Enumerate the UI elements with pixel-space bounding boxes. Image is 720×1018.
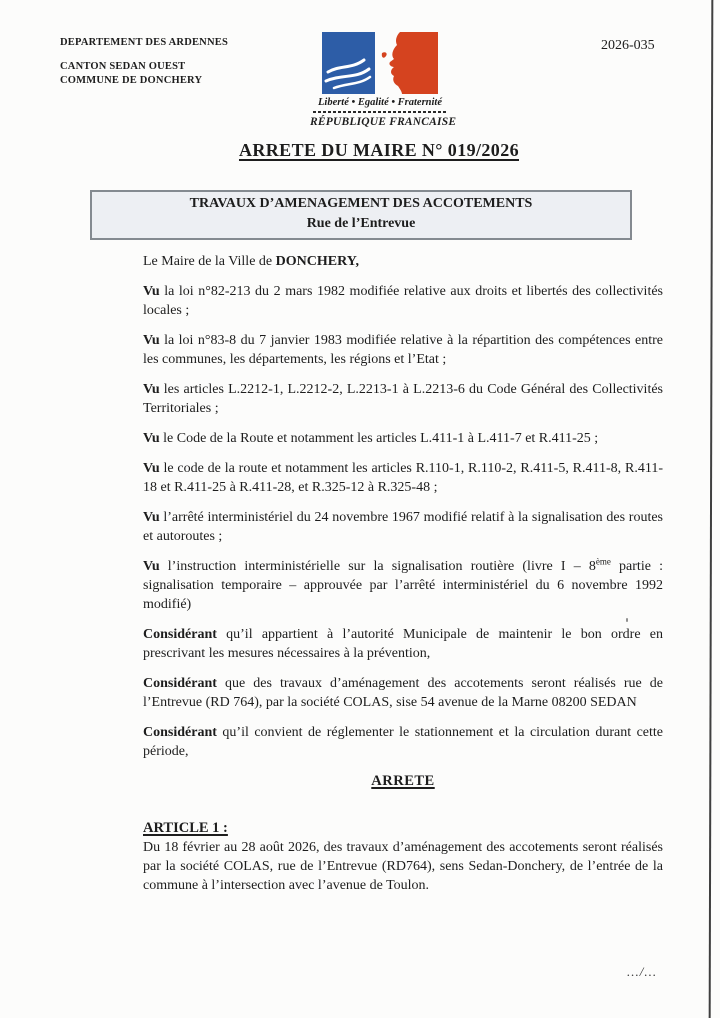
subject-box <box>90 190 632 240</box>
paragraph: Vu l’arrêté interministériel du 24 novembre 1967 modifié relatif à la signalisation des routes et autoroutes ; <box>143 510 663 544</box>
subject-line-1: TRAVAUX D’AMENAGEMENT DES ACCOTEMENTS <box>189 196 533 211</box>
canton-label: CANTON SEDAN OUEST <box>60 61 186 72</box>
article-1-heading: ARTICLE 1 : <box>143 820 228 836</box>
dashed-separator <box>313 111 447 113</box>
republique-francaise-label: RÉPUBLIQUE FRANCAISE <box>310 116 457 128</box>
paragraph: Considérant que des travaux d’aménagement des accotements seront réalisés rue de l’Entrevue (RD 764), par la société COLAS, sise 54 avenue de la Marne 08200 SEDAN <box>143 676 663 710</box>
paragraph: Vu la loi n°82-213 du 2 mars 1982 modifiée relative aux droits et libertés des collectivités locales ; <box>143 284 663 318</box>
document-body <box>143 252 663 906</box>
paragraph: Vu le Code de la Route et notamment les articles L.411-1 à L.411-7 et R.411-25 ; <box>143 431 599 446</box>
marianne-logo-icon <box>322 32 438 94</box>
document-reference-number: 2026-035 <box>601 38 655 53</box>
paragraph: Considérant qu’il convient de réglementer le stationnement et la circulation durant cette période, <box>143 725 663 759</box>
paragraph: Vu le code de la route et notamment les articles R.110-1, R.110-2, R.411-5, R.411-8, R.411-18 et R.411-25 à R.411-28, et R.325-12 à R.325-48 ; <box>143 461 663 495</box>
arrete-heading: ARRETE <box>371 773 435 789</box>
paragraph: Du 18 février au 28 août 2026, des travaux d’aménagement des accotements seront réalisés par la société COLAS, rue de l’Entrevue (RD764), sens Sedan-Donchery, de l’entrée de la commune à l’intersection avec l’avenue de Toulon. <box>143 840 663 893</box>
department-label: DEPARTEMENT DES ARDENNES <box>60 37 228 48</box>
decree-title: ARRETE DU MAIRE N° 019/2026 <box>238 140 519 160</box>
paragraph: Vu l’instruction interministérielle sur la signalisation routière (livre I – 8ème partie : signalisation temporaire – approuvée par l’arrêté interministériel du 6 novembre 1992 modifié) <box>143 556 663 612</box>
commune-label: COMMUNE DE DONCHERY <box>60 75 203 86</box>
paragraph: Vu les articles L.2212-1, L.2212-2, L.2213-1 à L.2213-6 du Code Général des Collectivités Territoriales ; <box>143 382 663 416</box>
paragraph: Considérant qu’il appartient à l’autorité Municipale de maintenir le bon ordre en prescrivant les mesures nécessaires à la prévention, <box>143 627 663 661</box>
subject-line-2: Rue de l’Entrevue <box>306 216 416 231</box>
french-republic-logo-block <box>310 32 457 128</box>
motto-text: Liberté • Egalité • Fraternité <box>317 97 442 108</box>
page-continuation-mark: .../... <box>627 964 658 979</box>
paragraph: Vu la loi n°83-8 du 7 janvier 1983 modifiée relative à la répartition des compétences entre les communes, les départements, les régions et l’Etat ; <box>143 333 663 367</box>
paragraph: Le Maire de la Ville de DONCHERY, <box>143 254 360 269</box>
header-administrative-block <box>60 36 228 88</box>
